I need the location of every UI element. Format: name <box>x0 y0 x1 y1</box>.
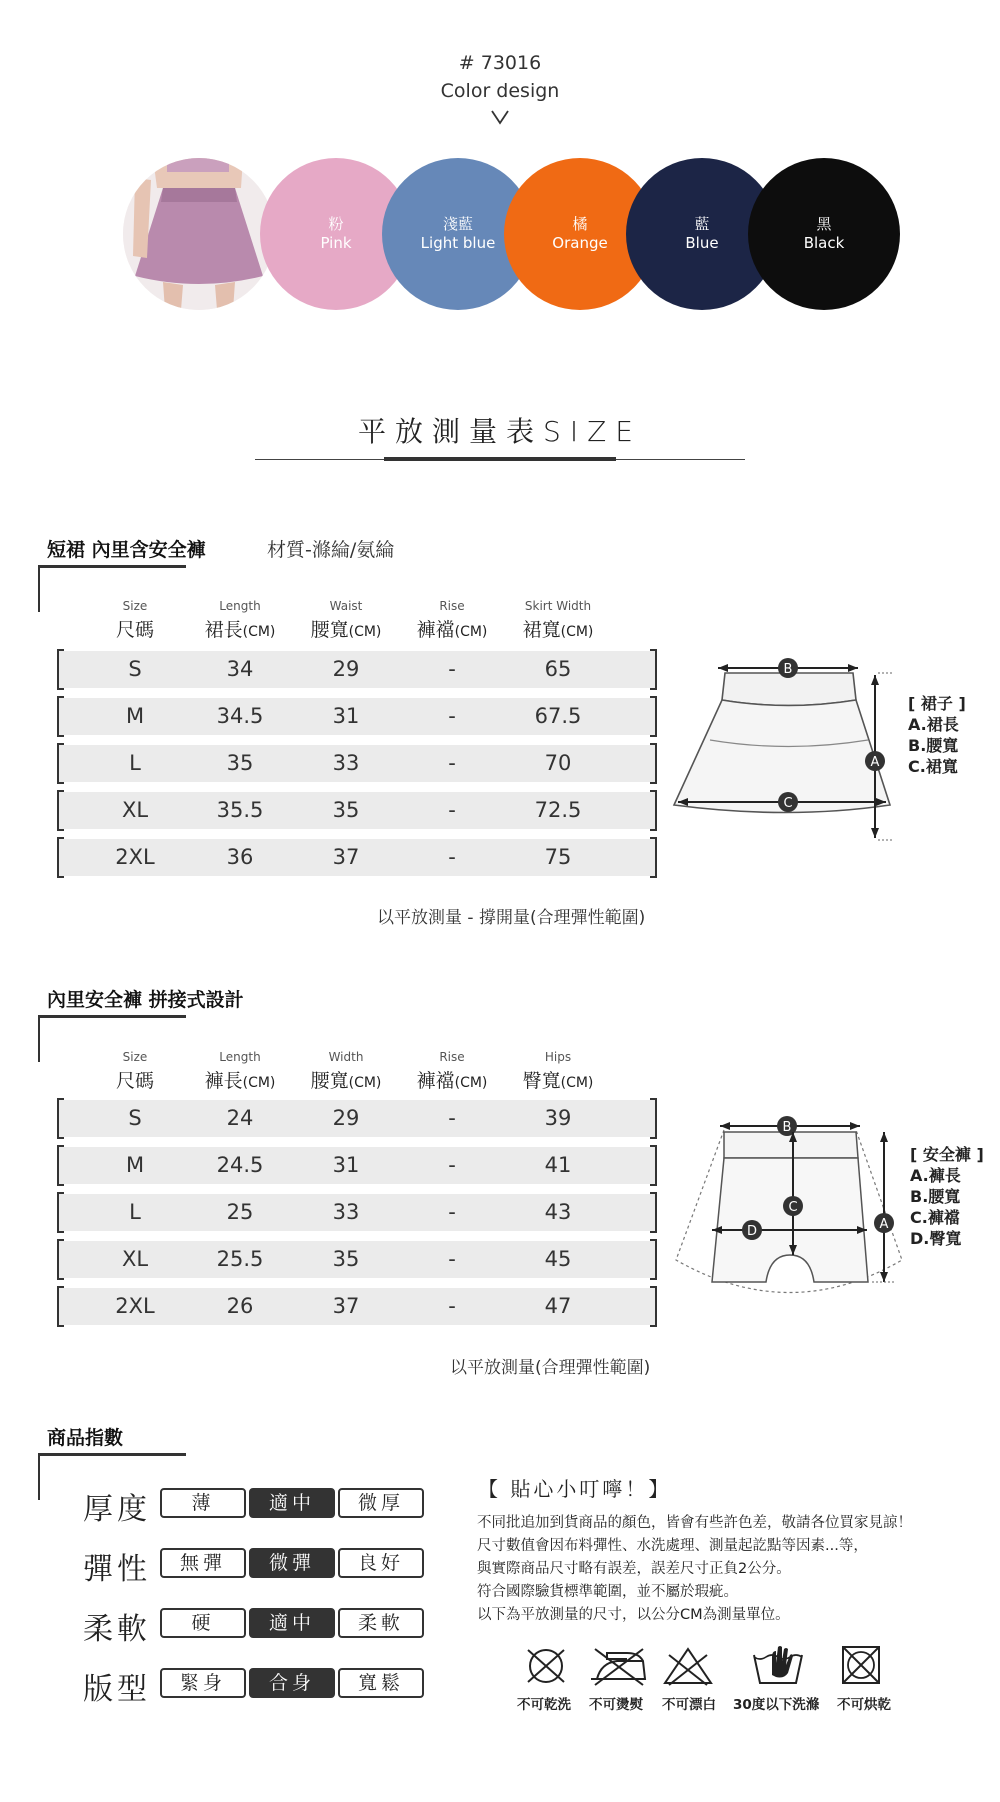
legend-a: A.褲長 <box>910 1166 961 1185</box>
legend-c: C.裙寬 <box>908 757 958 776</box>
table-cell: - <box>448 657 456 681</box>
care-label: 不可烘乾 <box>837 1697 891 1713</box>
table-cell: 34 <box>226 657 254 681</box>
column-header-zh-wrap <box>80 615 190 642</box>
table-cell: 31 <box>332 1153 360 1177</box>
table-row <box>57 1241 657 1278</box>
table-row <box>57 698 657 735</box>
table-cell: 35 <box>226 751 254 775</box>
row-bracket-left <box>57 1192 64 1233</box>
table-cell: 26 <box>226 1294 254 1318</box>
row-bracket-right <box>650 1192 657 1233</box>
care-label: 不可燙熨 <box>589 1697 643 1713</box>
table-cell: 67.5 <box>534 704 582 728</box>
column-header-unit: (CM) <box>242 624 276 640</box>
column-header-zh-wrap <box>291 615 401 642</box>
column-header-zh: 裙寬 <box>522 619 561 641</box>
legend-b: B.腰寬 <box>910 1187 961 1206</box>
table-cell: - <box>448 704 456 728</box>
column-header-zh: 腰寬 <box>310 1070 349 1092</box>
row-bracket-left <box>57 649 64 690</box>
table-row <box>57 839 657 876</box>
table-row <box>57 651 657 688</box>
index-option: 寬鬆 <box>338 1668 424 1698</box>
skirt-diagram <box>670 655 900 850</box>
row-bracket-left <box>57 1286 64 1327</box>
legend-d: D.臀寬 <box>910 1229 962 1248</box>
column-header <box>291 599 401 642</box>
legend-b: B.腰寬 <box>908 736 959 755</box>
index-option-selected: 適中 <box>249 1488 335 1518</box>
section-underline <box>38 1015 186 1018</box>
table-cell: 70 <box>544 751 572 775</box>
table-cell: 39 <box>544 1106 572 1130</box>
column-header-zh-wrap <box>397 1066 507 1093</box>
table-cell: L <box>129 1200 141 1224</box>
column-header-en: Hips <box>544 1050 572 1064</box>
product-photo <box>123 158 275 310</box>
index-option-selected: 微彈 <box>249 1548 335 1578</box>
care-hand-wash <box>742 1643 814 1691</box>
table-cell: - <box>448 1247 456 1271</box>
table-cell: 25 <box>226 1200 254 1224</box>
care-no-bleach <box>652 1645 724 1691</box>
column-header-en: Rise <box>439 599 465 613</box>
column-header-zh-wrap <box>185 1066 295 1093</box>
table-cell: - <box>448 1153 456 1177</box>
legend-c: C.褲襠 <box>910 1208 960 1227</box>
column-header-zh: 褲襠 <box>416 619 455 641</box>
row-bracket-right <box>650 1239 657 1280</box>
swatch-name-en: Pink <box>320 234 352 252</box>
table-cell: 35 <box>332 1247 360 1271</box>
column-header <box>397 599 507 642</box>
column-header-en: Size <box>122 1050 148 1064</box>
size-table-title: 平放測量表SIZE <box>358 415 642 448</box>
index-option-selected: 適中 <box>249 1608 335 1638</box>
row-bracket-left <box>57 837 64 878</box>
table-cell: - <box>448 845 456 869</box>
index-option-selected: 合身 <box>249 1668 335 1698</box>
svg-text:C: C <box>788 1200 798 1215</box>
index-section-title: 商品指數 <box>47 1427 124 1449</box>
row-bracket-left <box>57 1239 64 1280</box>
table-cell: 41 <box>544 1153 572 1177</box>
table-cell: - <box>448 798 456 822</box>
table-cell: 25.5 <box>216 1247 264 1271</box>
tip-line: 與實際商品尺寸略有誤差，誤差尺寸正負2公分。 <box>477 1561 791 1577</box>
table-cell: 29 <box>332 657 360 681</box>
no-dry-clean-icon <box>523 1645 569 1687</box>
table-cell: 37 <box>332 845 360 869</box>
row-bracket-left <box>57 743 64 784</box>
row-bracket-right <box>650 1098 657 1139</box>
row-bracket-left <box>57 1145 64 1186</box>
shorts-diagram <box>672 1110 902 1310</box>
table-cell: - <box>448 751 456 775</box>
table-cell: 75 <box>544 845 572 869</box>
section-bracket <box>38 1015 40 1062</box>
table-cell: M <box>125 704 145 728</box>
legend-title: [ 安全褲 ] <box>910 1145 984 1164</box>
care-label: 不可漂白 <box>662 1697 716 1713</box>
svg-text:D: D <box>746 1224 758 1239</box>
table-cell: 47 <box>544 1294 572 1318</box>
tip-line: 尺寸數值會因布料彈性、水洗處理、測量起訖點等因素...等， <box>477 1538 868 1554</box>
column-header-zh: 裙長 <box>204 619 243 641</box>
swatch-name-en: Blue <box>685 234 719 252</box>
table-cell: 72.5 <box>534 798 582 822</box>
table-cell: - <box>448 1200 456 1224</box>
column-header-unit: (CM) <box>348 1075 382 1091</box>
index-option: 微厚 <box>338 1488 424 1518</box>
skirt-measure-note: 以平放測量 - 撐開量(合理彈性範圍) <box>377 908 646 928</box>
tip-line: 符合國際驗貨標準範圍，並不屬於瑕疵。 <box>477 1584 738 1600</box>
no-bleach-icon <box>661 1645 715 1687</box>
table-cell: 2XL <box>115 845 155 869</box>
shorts-diagram-legend <box>910 1144 984 1249</box>
column-header-unit: (CM) <box>242 1075 276 1091</box>
column-header-unit: (CM) <box>560 1075 594 1091</box>
swatch-name-zh: 粉 <box>328 215 344 233</box>
table-cell: 2XL <box>115 1294 155 1318</box>
table-row <box>57 745 657 782</box>
svg-text:B: B <box>782 1120 792 1135</box>
care-no-dry-clean <box>510 1645 582 1691</box>
column-header-en: Length <box>219 599 261 613</box>
row-bracket-right <box>650 1286 657 1327</box>
care-no-tumble-dry <box>825 1643 897 1691</box>
skirt-material: 材質-滌綸/氨綸 <box>267 539 395 561</box>
index-label: 版型 <box>83 1672 151 1707</box>
table-row <box>57 1194 657 1231</box>
no-iron-icon <box>587 1645 649 1687</box>
section-underline <box>38 565 186 568</box>
table-cell: 35.5 <box>216 798 264 822</box>
table-row <box>57 1147 657 1184</box>
table-cell: 33 <box>332 1200 360 1224</box>
table-cell: 34.5 <box>216 704 264 728</box>
svg-text:C: C <box>783 796 793 811</box>
shorts-measure-note: 以平放測量(合理彈性範圍) <box>450 1358 651 1378</box>
row-bracket-right <box>650 743 657 784</box>
section-bracket <box>38 1453 40 1500</box>
column-header-unit: (CM) <box>560 624 594 640</box>
column-header-en: Rise <box>439 1050 465 1064</box>
swatch-name-en: Orange <box>552 234 608 252</box>
table-row <box>57 792 657 829</box>
column-header-en: Length <box>219 1050 261 1064</box>
column-header <box>291 1050 401 1093</box>
column-header-en: Waist <box>329 599 363 613</box>
column-header-zh-wrap <box>503 1066 613 1093</box>
table-cell: 35 <box>332 798 360 822</box>
color-swatch <box>748 158 900 310</box>
svg-text:A: A <box>879 1217 889 1232</box>
legend-a: A.裙長 <box>908 715 959 734</box>
column-header-unit: (CM) <box>348 624 382 640</box>
column-header-zh: 臀寬 <box>522 1070 561 1092</box>
index-label: 柔軟 <box>83 1612 151 1647</box>
tip-line: 以下為平放測量的尺寸，以公分CM為測量單位。 <box>477 1607 790 1623</box>
index-option: 良好 <box>338 1548 424 1578</box>
row-bracket-left <box>57 696 64 737</box>
column-header-zh-wrap <box>291 1066 401 1093</box>
column-header-en: Skirt Width <box>524 599 592 613</box>
column-header-zh-wrap <box>397 615 507 642</box>
table-cell: L <box>129 751 141 775</box>
row-bracket-left <box>57 1098 64 1139</box>
table-cell: 37 <box>332 1294 360 1318</box>
table-cell: 29 <box>332 1106 360 1130</box>
index-option: 柔軟 <box>338 1608 424 1638</box>
table-row <box>57 1288 657 1325</box>
column-header <box>185 599 295 642</box>
table-cell: 24 <box>226 1106 254 1130</box>
swatch-name-en: Black <box>803 234 845 252</box>
table-cell: M <box>125 1153 145 1177</box>
table-cell: S <box>128 1106 142 1130</box>
swatch-name-zh: 橘 <box>572 215 588 233</box>
column-header-zh: 尺碼 <box>115 1070 154 1092</box>
swatch-name-zh: 淺藍 <box>442 215 473 233</box>
table-cell: 24.5 <box>216 1153 264 1177</box>
color-design-label: Color design <box>440 80 560 102</box>
index-option: 硬 <box>160 1608 246 1638</box>
row-bracket-right <box>650 1145 657 1186</box>
row-bracket-right <box>650 837 657 878</box>
column-header-zh: 腰寬 <box>310 619 349 641</box>
care-no-iron <box>582 1645 654 1691</box>
column-header-unit: (CM) <box>454 1075 488 1091</box>
column-header-en: Width <box>328 1050 364 1064</box>
table-cell: XL <box>121 798 149 822</box>
swatch-name-zh: 藍 <box>694 215 710 233</box>
column-header-unit: (CM) <box>454 624 488 640</box>
table-cell: 45 <box>544 1247 572 1271</box>
column-header-zh: 褲長 <box>204 1070 243 1092</box>
row-bracket-right <box>650 696 657 737</box>
column-header <box>80 599 190 642</box>
no-tumble-dry-icon <box>839 1643 883 1687</box>
column-header-zh: 尺碼 <box>115 619 154 641</box>
column-header-zh-wrap <box>503 615 613 642</box>
column-header <box>80 1050 190 1093</box>
svg-text:B: B <box>783 662 793 677</box>
row-bracket-left <box>57 790 64 831</box>
column-header <box>185 1050 295 1093</box>
title-divider-accent <box>384 457 616 461</box>
chevron-down-icon <box>490 108 510 126</box>
swatch-name-zh: 黑 <box>816 215 832 233</box>
skirt-section-title: 短裙 內里含安全褲 <box>47 539 206 561</box>
column-header <box>503 1050 613 1093</box>
tips-text <box>477 1512 912 1627</box>
index-label: 彈性 <box>83 1552 151 1587</box>
column-header <box>503 599 613 642</box>
tips-title: 【 貼心小叮嚀！】 <box>478 1477 672 1501</box>
section-underline <box>38 1453 186 1456</box>
table-cell: - <box>448 1106 456 1130</box>
table-cell: - <box>448 1294 456 1318</box>
svg-text:A: A <box>870 755 880 770</box>
column-header-zh-wrap <box>185 615 295 642</box>
product-code: # 73016 <box>458 52 542 74</box>
hand-wash-30-icon <box>750 1643 806 1687</box>
table-cell: XL <box>121 1247 149 1271</box>
tip-line: 不同批追加到貨商品的顏色，皆會有些許色差，敬請各位買家見諒！ <box>477 1515 912 1531</box>
swatch-name-en: Light blue <box>420 234 496 252</box>
index-option: 薄 <box>160 1488 246 1518</box>
row-bracket-right <box>650 790 657 831</box>
table-cell: 65 <box>544 657 572 681</box>
index-label: 厚度 <box>83 1492 151 1527</box>
index-option: 無彈 <box>160 1548 246 1578</box>
table-row <box>57 1100 657 1137</box>
row-bracket-right <box>650 649 657 690</box>
column-header-zh: 褲襠 <box>416 1070 455 1092</box>
shorts-section-title: 內里安全褲 拼接式設計 <box>47 989 244 1011</box>
table-cell: 36 <box>226 845 254 869</box>
care-label: 30度以下洗滌 <box>733 1697 820 1713</box>
table-cell: 43 <box>544 1200 572 1224</box>
table-cell: S <box>128 657 142 681</box>
table-cell: 33 <box>332 751 360 775</box>
skirt-diagram-legend <box>908 693 966 777</box>
care-label: 不可乾洗 <box>517 1697 571 1713</box>
column-header-en: Size <box>122 599 148 613</box>
index-option: 緊身 <box>160 1668 246 1698</box>
table-cell: 31 <box>332 704 360 728</box>
section-bracket <box>38 565 40 612</box>
legend-title: [ 裙子 ] <box>908 694 966 713</box>
column-header <box>397 1050 507 1093</box>
column-header-zh-wrap <box>80 1066 190 1093</box>
